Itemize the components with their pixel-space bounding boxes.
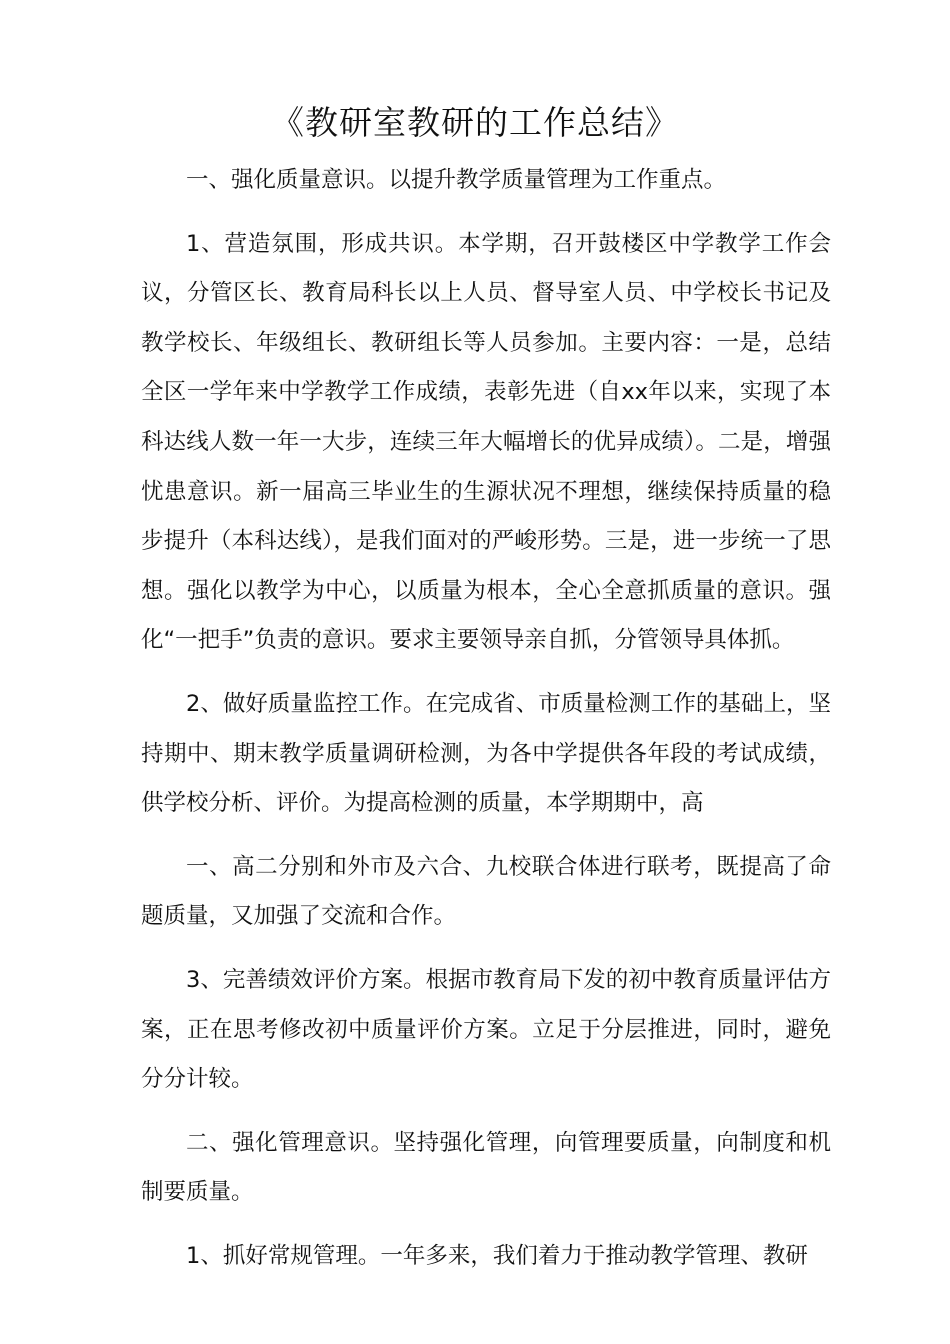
paragraph: 二、强化管理意识。坚持强化管理，向管理要质量，向制度和机制要质量。	[141, 1129, 831, 1206]
paragraph: 1、抓好常规管理。一年多来，我们着力于推动教学管理、教研	[186, 1242, 808, 1269]
paragraph: 一、强化质量意识。以提升教学质量管理为工作重点。	[186, 167, 727, 193]
document-title: 《教研室教研的工作总结》	[271, 103, 679, 142]
paragraph: 1、营造氛围，形成共识。本学期，召开鼓楼区中学教学工作会议，分管区长、教育局科长以上人员、督导室人员、中学校长书记及教学校长、年级组长、教研组长等人员参加。主要内容：一是，总结全区一学年来中学教学工作成绩，表彰先进（自xx年以来，实现了本科达线人数一年一大步，连续三年大幅增长的优异成绩）。二是，增强忧患意识。新一届高三毕业生的生源状况不理想，继续保持质量的稳步提升（本科达线），是我们面对的严峻形势。三是，进一步统一了思想。强化以教学为中心，以质量为根本，全心全意抓质量的意识。强化“一把手”负责的意识。要求主要领导亲自抓，分管领导具体抓。	[141, 230, 831, 654]
document-body	[141, 156, 831, 1295]
paragraph: 3、完善绩效评价方案。根据市教育局下发的初中教育质量评估方案，正在思考修改初中质量评价方案。立足于分层推进，同时，避免分分计较。	[141, 966, 831, 1093]
paragraph: 一、高二分别和外市及六合、九校联合体进行联考，既提高了命题质量，又加强了交流和合作。	[141, 853, 831, 930]
paragraph: 2、做好质量监控工作。在完成省、市质量检测工作的基础上，坚持期中、期末教学质量调研检测，为各中学提供各年段的考试成绩，供学校分析、评价。为提高检测的质量，本学期期中，高	[141, 690, 831, 817]
